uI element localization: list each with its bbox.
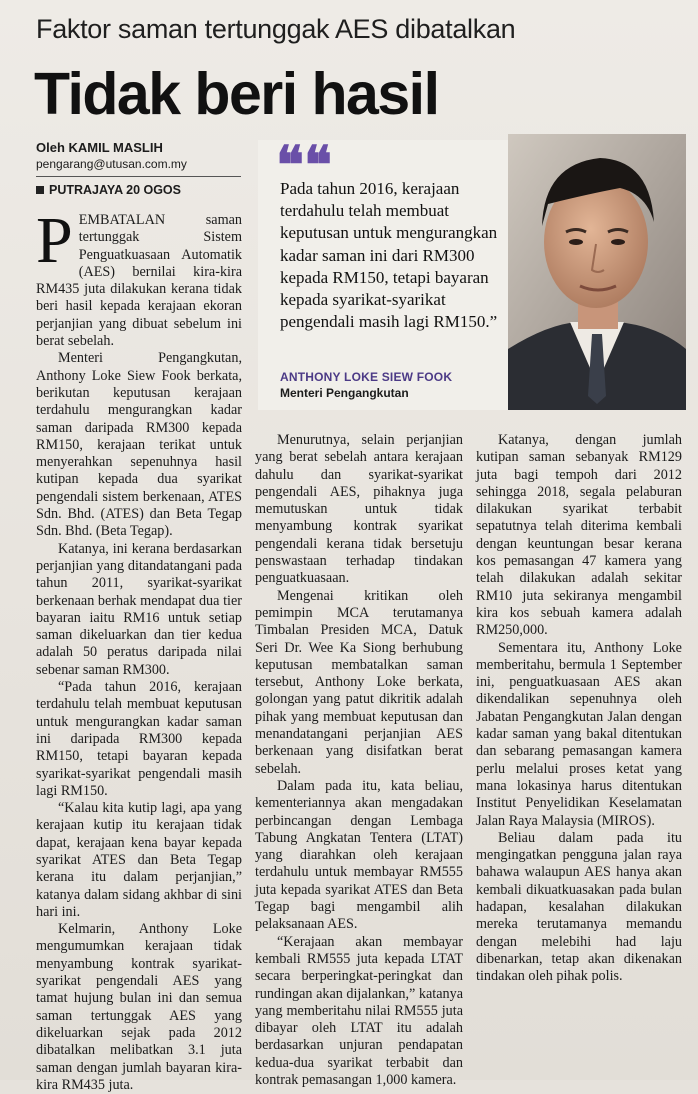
paragraph-7: Menurutnya, selain perjanjian yang berat sebelah antara kerajaan dahulu dan syarikat-syarikat pengendali AES, pihaknya juga memutuskan untuk tidak menyambung kontrak syarikat pengendali kerana tidak bersetuju penswastaan terhadap tindakan penguatkuasaan.: [255, 432, 463, 587]
paragraph-12: Sementara itu, Anthony Loke memberitahu, bermula 1 September ini, penguatkuasaan AES akan dikendalikan sepenuhnya oleh Jabatan Pengangkutan Jalan dengan kadar saman yang bakal ditentukan dan sebarang pemasangan kamera perlu melalui proses ketat yang mana lokasinya harus ditentukan Institut Penyelidikan Keselamatan Jalan Raya Malaysia (MIROS).: [476, 639, 682, 829]
quote-mark-icon: ❝❝: [276, 137, 332, 195]
dateline-text: PUTRAJAYA 20 OGOS: [49, 183, 181, 197]
column-1: [36, 204, 242, 1094]
quote-attribution-role: Menteri Pengangkutan: [280, 386, 409, 400]
dateline: [36, 183, 181, 197]
square-bullet-icon: [36, 186, 44, 194]
paragraph-10: “Kerajaan akan membayar kembali RM555 juta kepada LTAT secara berperingkat-peringkat dan rundingan akan dijalankan,” katanya yang memberitahu nilai RM555 juta dibayar oleh LTAT itu adalah berdasarkan unjuran pendapatan kedua-dua syarikat terbabit dan kontrak pemasangan 1,000 kamera.: [255, 933, 463, 1088]
portrait-illustration: [508, 134, 686, 410]
author-email: pengarang@utusan.com.my: [36, 157, 187, 171]
paragraph-4: “Pada tahun 2016, kerajaan terdahulu telah membuat keputusan untuk mengurangkan kadar saman ini daripada RM300 kepada RM150, tetapi bayaran kepada syarikat-syarikat pengendali masih lagi RM150.: [36, 679, 242, 799]
paragraph-13: Beliau dalam pada itu mengingatkan pengguna jalan raya bahawa walaupun AES hanya akan kembali dikuatkuasakan pada bulan hadapan, kesalahan dilakukan mereka terutamanya memandu dengan melebihi had laju dibenarkan, tetap akan dikenakan tindakan oleh pihak polis.: [476, 829, 682, 985]
pull-quote-text: Pada tahun 2016, kerajaan terdahulu telah membuat keputusan untuk mengurangkan kadar saman ini dari RM300 kepada RM150, tetapi bayaran kepada syarikat-syarikat pengendali masih lagi RM150.”: [280, 179, 498, 332]
paragraph-9: Dalam pada itu, kata beliau, kementeriannya akan mengadakan perbincangan dengan Lembaga Tabung Angkatan Tentera (LTAT) yang diarahkan oleh kerajaan terdahulu untuk membayar RM555 juta kepada syarikat ATES dan Beta Tegap bagi mengambil alih pelaksanaan AES.: [255, 777, 463, 933]
column-2: [255, 432, 463, 1089]
headline: Tidak beri hasil: [34, 61, 439, 127]
byline-rule: [36, 176, 241, 177]
column-3: [476, 432, 682, 986]
paragraph-3: Katanya, ini kerana berdasarkan perjanjian yang ditandatangani pada tahun 2011, syarikat-syarikat berkenaan berhak mendapat dua tier bayaran iaitu RM16 untuk setiap saman dikeluarkan dan tier kedua adalah 50 peratus daripada nilai sebenar saman RM300.: [36, 540, 242, 678]
paragraph-6: Kelmarin, Anthony Loke mengumumkan kerajaan tidak menyambung kontrak syarikat-syarikat pengendali AES yang tamat hujung bulan ini dan semua saman tertunggak AES yang dikeluarkan sejak pada 2012 dibatalkan melibatkan 3.1 juta saman dengan jumlah bayaran kira-kira RM435 juta.: [36, 921, 242, 1093]
paragraph-1-text: EMBATALAN saman tertunggak Sistem Penguatkuasaan Automatik (AES) bernilai kira-kira RM435 juta dilakukan kerana tidak beri hasil kepada kerajaan ekoran perjanjian yang dibuat sebelum ini berat sebelah.: [36, 212, 242, 350]
quote-attribution-name: ANTHONY LOKE SIEW FOOK: [280, 370, 453, 384]
paragraph-8: Mengenai kritikan oleh pemimpin MCA terutamanya Timbalan Presiden MCA, Datuk Seri Dr. Wee Ka Siong berhubung keputusan membatalkan saman tersebut, Anthony Loke berkata, golongan yang patut dikritik adalah pihak yang membuat keputusan dan menandatangani perjanjian AES berkenaan yang disifatkan berat sebelah.: [255, 587, 463, 777]
minister-photo: [508, 134, 686, 410]
kicker: Faktor saman tertunggak AES dibatalkan: [36, 14, 516, 44]
byline: Oleh KAMIL MASLIH: [36, 140, 163, 155]
paragraph-2: Menteri Pengangkutan, Anthony Loke Siew Fook berkata, berikutan keputusan kerajaan terdahulu mengurangkan kadar saman daripada RM300 kepada RM150, kerajaan terikat untuk menyerahkan sepenuhnya hasil kutipan kepada dua syarikat pengendali sistem berkenaan, ATES Sdn. Bhd. (ATES) dan Beta Tegap Sdn. Bhd. (Beta Tegap).: [36, 350, 242, 540]
paragraph-1: [36, 204, 242, 350]
paragraph-5: “Kalau kita kutip lagi, apa yang kerajaan kutip itu kerajaan tidak dapat, kerajaan kena bayar kepada syarikat ATES dan Beta Tegap kerana itu dalam perjanjian,” katanya dalam sidang akhbar di sini hari ini.: [36, 800, 242, 920]
paragraph-11: Katanya, dengan jumlah kutipan saman sebanyak RM129 juta bagi tempoh dari 2012 sehingga 2018, segala pelaburan dilakukan syarikat terbabit sepatutnya telah diterima kembali dengan keuntungan besar kerana kos pemasangan 47 kamera yang telah dilakukan adalah sekitar RM10 juta sekiranya mengambil kira kos sebuah kamera adalah RM250,000.: [476, 432, 682, 639]
drop-cap: P: [36, 204, 73, 277]
